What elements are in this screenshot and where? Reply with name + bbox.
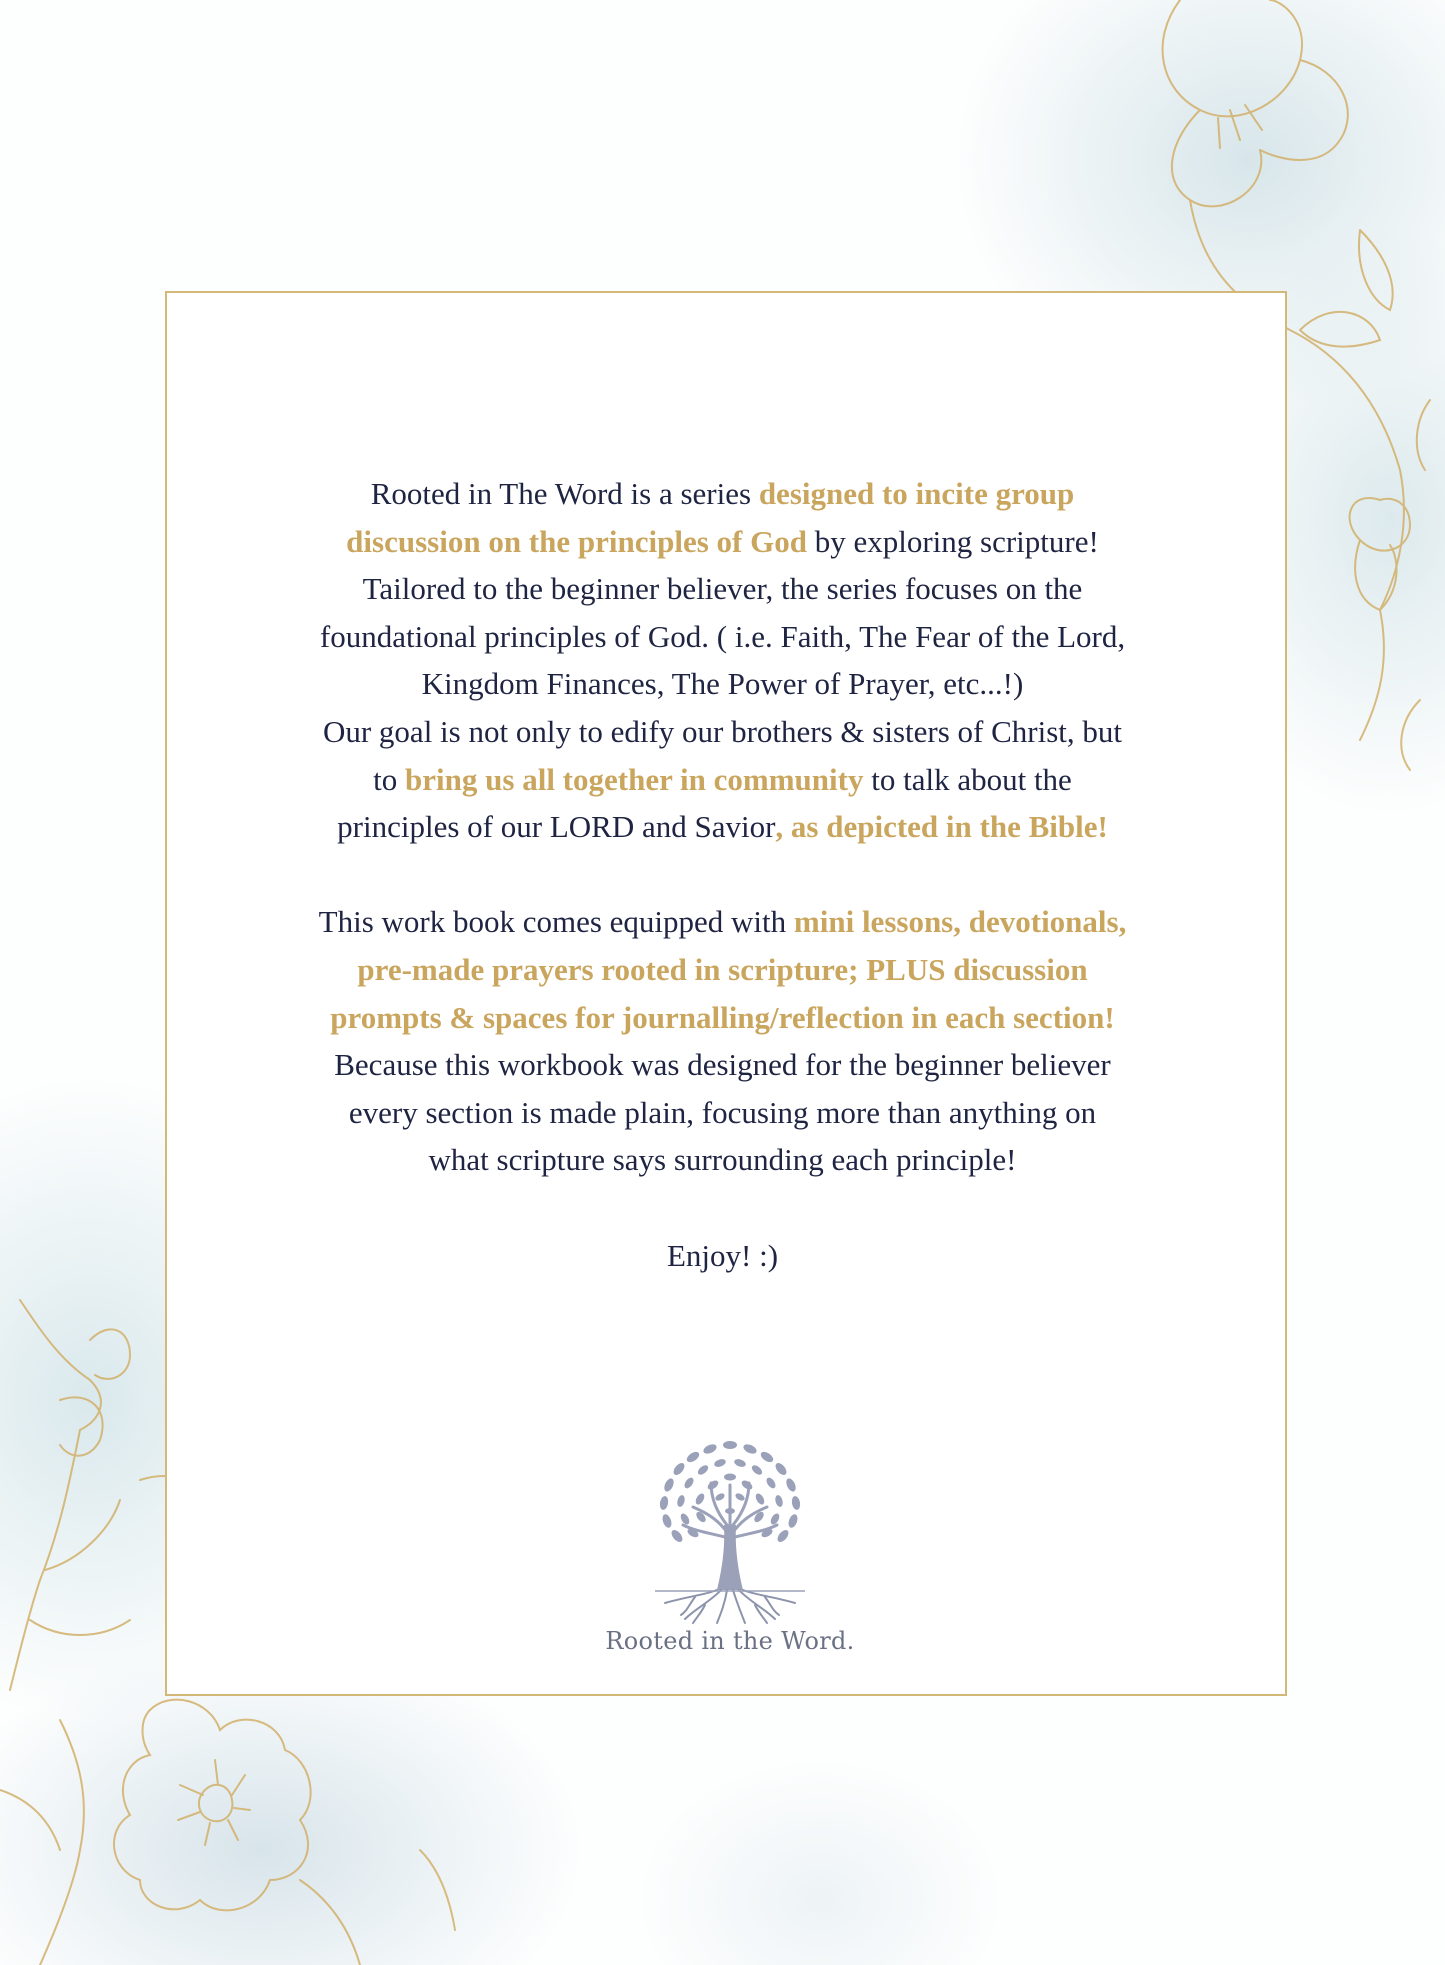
paragraph-2-line-5: every section is made plain, focusing more than anything on <box>348 1094 1097 1130</box>
paragraph-1-line-1: Rooted in The Word is a series designed to incite group <box>370 476 1075 511</box>
paragraph-2-line-4: Because this workbook was designed for the beginner believer <box>334 1047 1111 1083</box>
paragraph-gap <box>220 1184 1225 1232</box>
paragraph-1-line-5: Kingdom Finances, The Power of Prayer, etc...!) <box>421 666 1024 702</box>
paragraph-2-line-6: what scripture says surrounding each principle! <box>428 1142 1017 1178</box>
paragraph-2-line-3: prompts & spaces for journalling/reflection in each section! <box>330 999 1115 1035</box>
paragraph-2-line-2: pre-made prayers rooted in scripture; PLUS discussion <box>357 951 1088 987</box>
highlight-text: mini lessons, devotionals, <box>793 904 1127 940</box>
tree-icon <box>645 1425 815 1625</box>
paragraph-1-line-3: Tailored to the beginner believer, the series focuses on the <box>362 571 1083 607</box>
intro-text <box>220 470 1225 1279</box>
paragraph-1-line-2: discussion on the principles of God by exploring scripture! <box>346 523 1099 559</box>
paragraph-2-line-1: This work book comes equipped with mini lessons, devotionals, <box>318 904 1127 940</box>
paragraph-1-line-8: principles of our LORD and Savior, as depicted in the Bible! <box>337 809 1108 845</box>
closing-text: Enjoy! :) <box>666 1237 779 1273</box>
highlight-text: discussion on the principles of God <box>346 523 807 559</box>
paragraph-gap <box>220 851 1225 899</box>
highlight-text: , as depicted in the Bible! <box>775 809 1108 845</box>
paragraph-1-line-4: foundational principles of God. ( i.e. Faith, The Fear of the Lord, <box>319 618 1126 654</box>
paragraph-1-line-6: Our goal is not only to edify our brothers & sisters of Christ, but <box>322 713 1123 749</box>
logo-text: Rooted in the Word. <box>605 1627 855 1655</box>
highlight-text: bring us all together in community <box>405 761 864 797</box>
highlight-text: designed to incite group <box>758 476 1075 511</box>
paragraph-1-line-7: to bring us all together in community to talk about the <box>373 761 1072 797</box>
